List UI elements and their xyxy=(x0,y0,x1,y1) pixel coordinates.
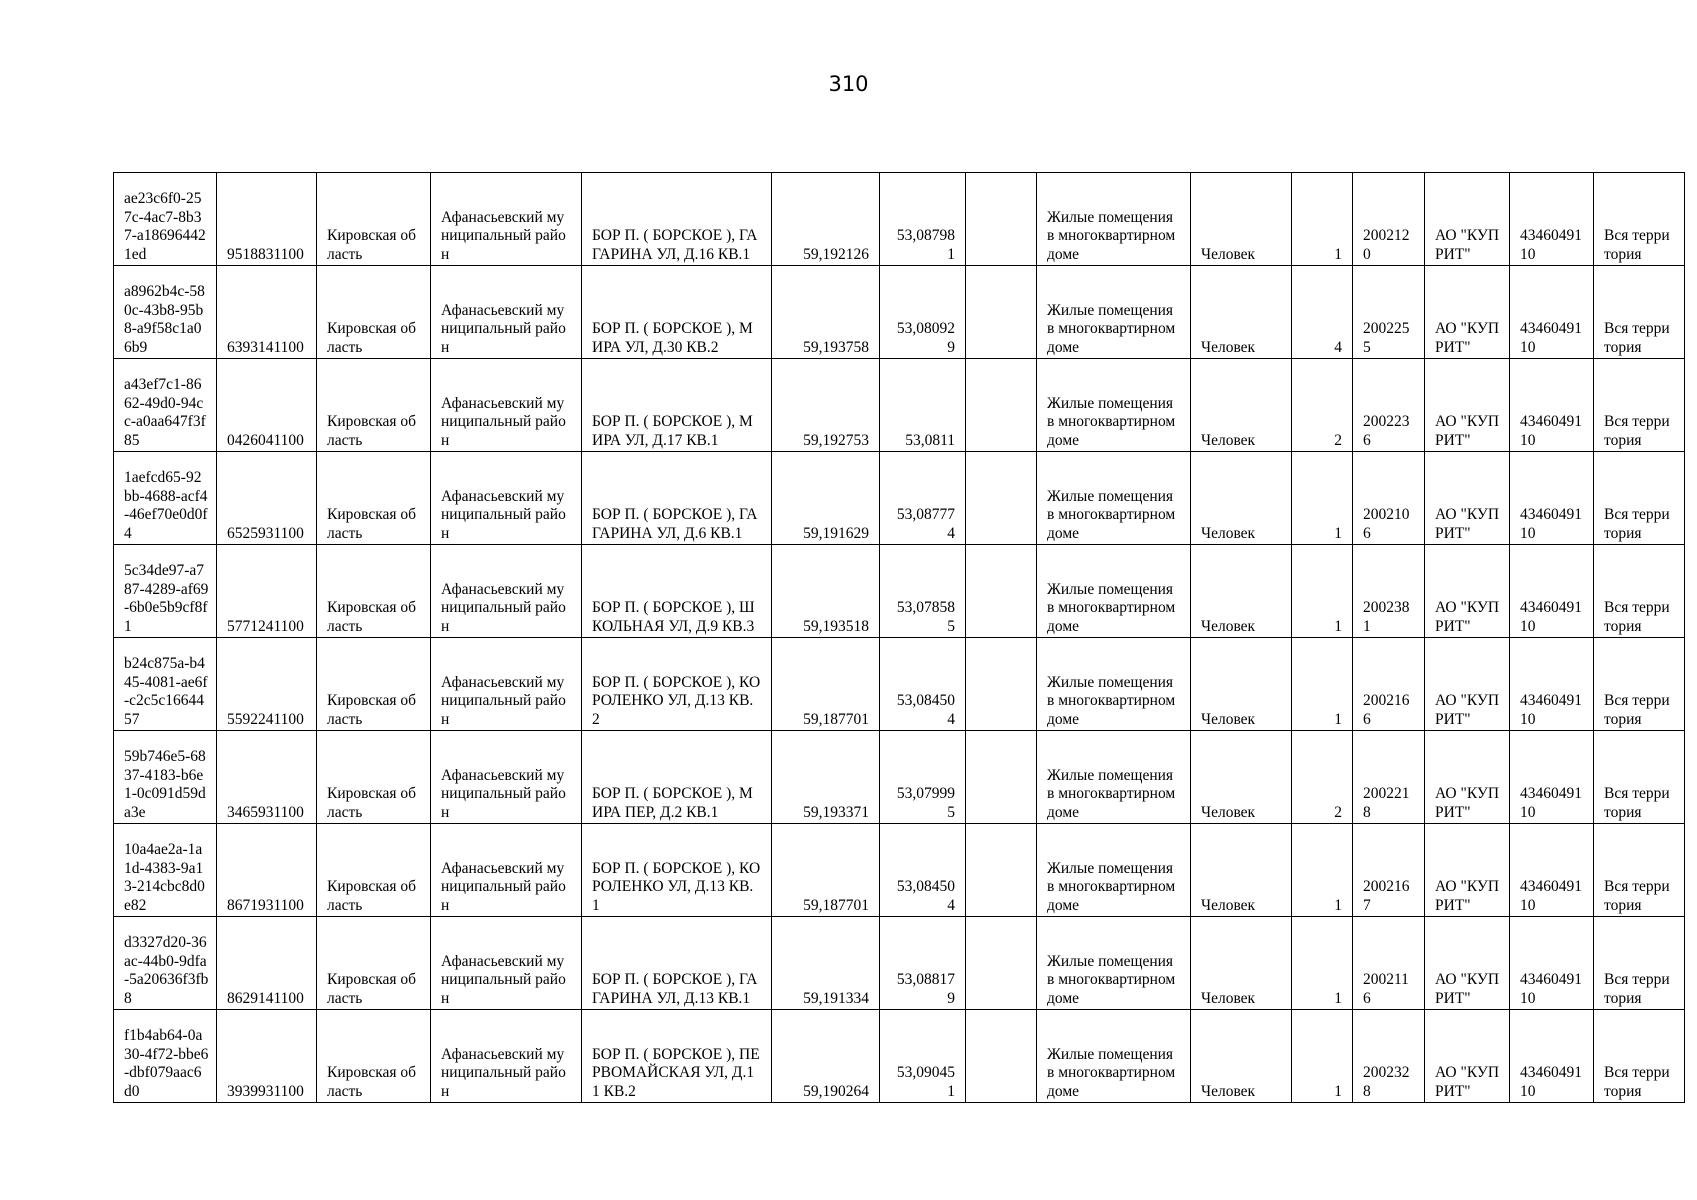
cell-quantity: 1 xyxy=(1292,638,1353,731)
cell-code: 8629141100 xyxy=(217,917,317,1010)
cell-object-id: 1aefcd65-92bb-4688-acf4-46ef70e0d0f4 xyxy=(114,452,217,545)
cell-code-2: 2002218 xyxy=(1353,731,1425,824)
cell-district: Афанасьевский муниципальный район xyxy=(431,452,582,545)
cell-code: 5592241100 xyxy=(217,638,317,731)
cell-inn: 4346049110 xyxy=(1510,1010,1594,1103)
cell-premises-type: Жилые помещения в многоквартирном доме xyxy=(1037,1010,1191,1103)
cell-empty xyxy=(966,359,1037,452)
page-number: 310 xyxy=(828,72,869,96)
cell-code: 3465931100 xyxy=(217,731,317,824)
registry-table-body xyxy=(114,173,1685,1103)
cell-premises-type: Жилые помещения в многоквартирном доме xyxy=(1037,917,1191,1010)
cell-code-2: 2002381 xyxy=(1353,545,1425,638)
cell-latitude: 59,193758 xyxy=(772,266,880,359)
cell-longitude: 53,0811 xyxy=(880,359,966,452)
cell-unit: Человек xyxy=(1191,452,1292,545)
cell-district: Афанасьевский муниципальный район xyxy=(431,266,582,359)
cell-inn: 4346049110 xyxy=(1510,638,1594,731)
cell-inn: 4346049110 xyxy=(1510,452,1594,545)
cell-district: Афанасьевский муниципальный район xyxy=(431,1010,582,1103)
cell-code: 9518831100 xyxy=(217,173,317,266)
cell-latitude: 59,192126 xyxy=(772,173,880,266)
cell-code: 6525931100 xyxy=(217,452,317,545)
cell-code-2: 2002236 xyxy=(1353,359,1425,452)
cell-inn: 4346049110 xyxy=(1510,359,1594,452)
cell-inn: 4346049110 xyxy=(1510,266,1594,359)
table-row xyxy=(114,545,1685,638)
cell-organization: АО "КУПРИТ" xyxy=(1425,359,1510,452)
cell-quantity: 4 xyxy=(1292,266,1353,359)
table-row xyxy=(114,824,1685,917)
cell-territory: Вся территория xyxy=(1594,824,1685,917)
cell-empty xyxy=(966,266,1037,359)
cell-district: Афанасьевский муниципальный район xyxy=(431,638,582,731)
cell-address: БОР П. ( БОРСКОЕ ), МИРА ПЕР, Д.2 КВ.1 xyxy=(582,731,772,824)
cell-territory: Вся территория xyxy=(1594,638,1685,731)
cell-quantity: 2 xyxy=(1292,731,1353,824)
cell-code-2: 2002116 xyxy=(1353,917,1425,1010)
cell-premises-type: Жилые помещения в многоквартирном доме xyxy=(1037,452,1191,545)
cell-object-id: f1b4ab64-0a30-4f72-bbe6-dbf079aac6d0 xyxy=(114,1010,217,1103)
cell-region: Кировская область xyxy=(317,1010,431,1103)
cell-inn: 4346049110 xyxy=(1510,917,1594,1010)
cell-premises-type: Жилые помещения в многоквартирном доме xyxy=(1037,824,1191,917)
cell-territory: Вся территория xyxy=(1594,917,1685,1010)
cell-premises-type: Жилые помещения в многоквартирном доме xyxy=(1037,266,1191,359)
cell-code: 8671931100 xyxy=(217,824,317,917)
cell-inn: 4346049110 xyxy=(1510,173,1594,266)
cell-empty xyxy=(966,1010,1037,1103)
cell-longitude: 53,087774 xyxy=(880,452,966,545)
cell-code-2: 2002166 xyxy=(1353,638,1425,731)
cell-code-2: 2002120 xyxy=(1353,173,1425,266)
cell-object-id: ae23c6f0-257c-4ac7-8b37-a186964421ed xyxy=(114,173,217,266)
cell-code: 5771241100 xyxy=(217,545,317,638)
cell-inn: 4346049110 xyxy=(1510,731,1594,824)
cell-territory: Вся территория xyxy=(1594,545,1685,638)
table-row xyxy=(114,917,1685,1010)
cell-unit: Человек xyxy=(1191,638,1292,731)
cell-inn: 4346049110 xyxy=(1510,824,1594,917)
cell-unit: Человек xyxy=(1191,824,1292,917)
cell-longitude: 53,088179 xyxy=(880,917,966,1010)
cell-address: БОР П. ( БОРСКОЕ ), ГАГАРИНА УЛ, Д.16 КВ.1 xyxy=(582,173,772,266)
cell-empty xyxy=(966,452,1037,545)
cell-latitude: 59,190264 xyxy=(772,1010,880,1103)
cell-territory: Вся территория xyxy=(1594,359,1685,452)
cell-latitude: 59,191334 xyxy=(772,917,880,1010)
cell-latitude: 59,193371 xyxy=(772,731,880,824)
table-row xyxy=(114,1010,1685,1103)
cell-inn: 4346049110 xyxy=(1510,545,1594,638)
cell-address: БОР П. ( БОРСКОЕ ), КОРОЛЕНКО УЛ, Д.13 КВ.1 xyxy=(582,824,772,917)
cell-address: БОР П. ( БОРСКОЕ ), ШКОЛЬНАЯ УЛ, Д.9 КВ.3 xyxy=(582,545,772,638)
cell-premises-type: Жилые помещения в многоквартирном доме xyxy=(1037,359,1191,452)
cell-quantity: 1 xyxy=(1292,452,1353,545)
cell-quantity: 1 xyxy=(1292,545,1353,638)
cell-organization: АО "КУПРИТ" xyxy=(1425,545,1510,638)
cell-region: Кировская область xyxy=(317,638,431,731)
cell-organization: АО "КУПРИТ" xyxy=(1425,824,1510,917)
cell-quantity: 2 xyxy=(1292,359,1353,452)
cell-object-id: 10a4ae2a-1a1d-4383-9a13-214cbc8d0e82 xyxy=(114,824,217,917)
cell-region: Кировская область xyxy=(317,173,431,266)
cell-address: БОР П. ( БОРСКОЕ ), ГАГАРИНА УЛ, Д.6 КВ.1 xyxy=(582,452,772,545)
cell-organization: АО "КУПРИТ" xyxy=(1425,731,1510,824)
cell-unit: Человек xyxy=(1191,917,1292,1010)
cell-premises-type: Жилые помещения в многоквартирном доме xyxy=(1037,173,1191,266)
cell-district: Афанасьевский муниципальный район xyxy=(431,173,582,266)
cell-territory: Вся территория xyxy=(1594,173,1685,266)
cell-code-2: 2002328 xyxy=(1353,1010,1425,1103)
cell-latitude: 59,193518 xyxy=(772,545,880,638)
cell-unit: Человек xyxy=(1191,731,1292,824)
table-row xyxy=(114,452,1685,545)
cell-code-2: 2002167 xyxy=(1353,824,1425,917)
cell-empty xyxy=(966,824,1037,917)
cell-longitude: 53,087981 xyxy=(880,173,966,266)
cell-organization: АО "КУПРИТ" xyxy=(1425,173,1510,266)
cell-longitude: 53,084504 xyxy=(880,824,966,917)
table-row xyxy=(114,638,1685,731)
cell-empty xyxy=(966,638,1037,731)
cell-longitude: 53,090451 xyxy=(880,1010,966,1103)
cell-region: Кировская область xyxy=(317,452,431,545)
cell-empty xyxy=(966,731,1037,824)
cell-region: Кировская область xyxy=(317,824,431,917)
cell-unit: Человек xyxy=(1191,1010,1292,1103)
cell-code: 0426041100 xyxy=(217,359,317,452)
cell-organization: АО "КУПРИТ" xyxy=(1425,266,1510,359)
cell-organization: АО "КУПРИТ" xyxy=(1425,1010,1510,1103)
table-row xyxy=(114,731,1685,824)
cell-code: 3939931100 xyxy=(217,1010,317,1103)
cell-quantity: 1 xyxy=(1292,917,1353,1010)
cell-empty xyxy=(966,545,1037,638)
cell-object-id: d3327d20-36ac-44b0-9dfa-5a20636f3fb8 xyxy=(114,917,217,1010)
cell-premises-type: Жилые помещения в многоквартирном доме xyxy=(1037,545,1191,638)
cell-district: Афанасьевский муниципальный район xyxy=(431,824,582,917)
cell-region: Кировская область xyxy=(317,917,431,1010)
cell-region: Кировская область xyxy=(317,545,431,638)
cell-object-id: b24c875a-b445-4081-ae6f-c2c5c1664457 xyxy=(114,638,217,731)
cell-territory: Вся территория xyxy=(1594,1010,1685,1103)
cell-address: БОР П. ( БОРСКОЕ ), МИРА УЛ, Д.17 КВ.1 xyxy=(582,359,772,452)
cell-region: Кировская область xyxy=(317,359,431,452)
cell-quantity: 1 xyxy=(1292,824,1353,917)
cell-territory: Вся территория xyxy=(1594,266,1685,359)
cell-object-id: a8962b4c-580c-43b8-95b8-a9f58c1a06b9 xyxy=(114,266,217,359)
cell-premises-type: Жилые помещения в многоквартирном доме xyxy=(1037,731,1191,824)
cell-longitude: 53,080929 xyxy=(880,266,966,359)
cell-organization: АО "КУПРИТ" xyxy=(1425,452,1510,545)
cell-region: Кировская область xyxy=(317,731,431,824)
cell-address: БОР П. ( БОРСКОЕ ), МИРА УЛ, Д.30 КВ.2 xyxy=(582,266,772,359)
cell-address: БОР П. ( БОРСКОЕ ), ГАГАРИНА УЛ, Д.13 КВ.1 xyxy=(582,917,772,1010)
cell-address: БОР П. ( БОРСКОЕ ), КОРОЛЕНКО УЛ, Д.13 КВ.2 xyxy=(582,638,772,731)
cell-unit: Человек xyxy=(1191,359,1292,452)
cell-longitude: 53,079995 xyxy=(880,731,966,824)
cell-premises-type: Жилые помещения в многоквартирном доме xyxy=(1037,638,1191,731)
cell-longitude: 53,078585 xyxy=(880,545,966,638)
cell-latitude: 59,192753 xyxy=(772,359,880,452)
cell-territory: Вся территория xyxy=(1594,452,1685,545)
cell-code-2: 2002255 xyxy=(1353,266,1425,359)
cell-territory: Вся территория xyxy=(1594,731,1685,824)
table-row xyxy=(114,359,1685,452)
cell-district: Афанасьевский муниципальный район xyxy=(431,359,582,452)
cell-unit: Человек xyxy=(1191,173,1292,266)
cell-empty xyxy=(966,917,1037,1010)
cell-district: Афанасьевский муниципальный район xyxy=(431,545,582,638)
cell-quantity: 1 xyxy=(1292,1010,1353,1103)
cell-latitude: 59,187701 xyxy=(772,824,880,917)
cell-address: БОР П. ( БОРСКОЕ ), ПЕРВОМАЙСКАЯ УЛ, Д.11 КВ.2 xyxy=(582,1010,772,1103)
cell-code-2: 2002106 xyxy=(1353,452,1425,545)
cell-latitude: 59,191629 xyxy=(772,452,880,545)
cell-region: Кировская область xyxy=(317,266,431,359)
cell-object-id: 59b746e5-6837-4183-b6e1-0c091d59da3e xyxy=(114,731,217,824)
cell-object-id: 5c34de97-a787-4289-af69-6b0e5b9cf8f1 xyxy=(114,545,217,638)
cell-longitude: 53,084504 xyxy=(880,638,966,731)
cell-code: 6393141100 xyxy=(217,266,317,359)
cell-latitude: 59,187701 xyxy=(772,638,880,731)
cell-organization: АО "КУПРИТ" xyxy=(1425,638,1510,731)
table-row xyxy=(114,266,1685,359)
table-row xyxy=(114,173,1685,266)
cell-district: Афанасьевский муниципальный район xyxy=(431,917,582,1010)
cell-object-id: a43ef7c1-8662-49d0-94cc-a0aa647f3f85 xyxy=(114,359,217,452)
registry-table xyxy=(113,172,1685,1103)
cell-unit: Человек xyxy=(1191,266,1292,359)
cell-organization: АО "КУПРИТ" xyxy=(1425,917,1510,1010)
cell-district: Афанасьевский муниципальный район xyxy=(431,731,582,824)
cell-quantity: 1 xyxy=(1292,173,1353,266)
cell-unit: Человек xyxy=(1191,545,1292,638)
cell-empty xyxy=(966,173,1037,266)
